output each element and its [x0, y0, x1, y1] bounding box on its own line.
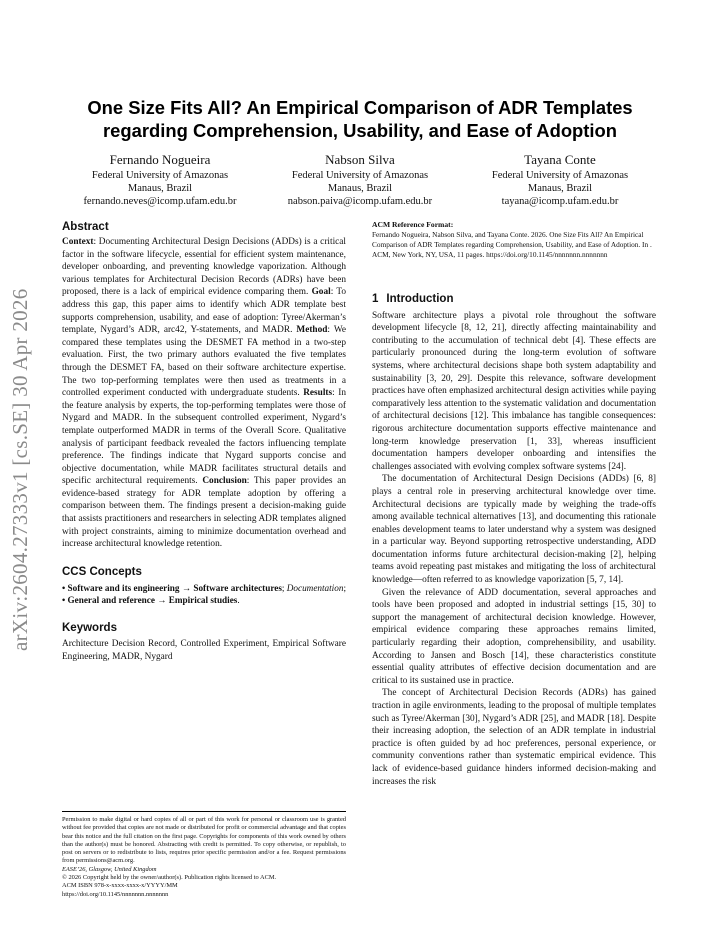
goal-text: : To address this gap, this paper aims to identify which ADR template best supports comprehension, usability, and ease of adoption: Tyree/Akerman’s template, Nygard’s ADR, arc42, Y-statements, and MADR.	[62, 287, 347, 336]
title-line-1: One Size Fits All? An Empirical Comparison of ADR Templates	[87, 97, 633, 118]
abstract-heading: Abstract	[62, 221, 109, 233]
isbn-text: ACM ISBN 978-x-xxxx-xxxx-x/YYYY/MM	[62, 882, 178, 890]
author-email[interactable]: fernando.neves@icomp.ufam.edu.br	[83, 196, 237, 207]
author-1	[62, 152, 258, 208]
author-affiliation: Federal University of Amazonas	[291, 170, 429, 181]
author-affiliation: Federal University of Amazonas	[91, 170, 229, 181]
context-text: : Documenting Architectural Design Decisions (ADDs) is a critical factor in the software lifecycle, essential for efficient system maintenance, developer onboarding, and preventing knowledge vaporization. Although various templates for Architectural Decision Records (ADRs) have been proposed, there is a lack of empirical evidence comparing them.	[62, 237, 346, 298]
keywords-text: Architecture Decision Record, Controlled Experiment, Empirical Software Engineering, MADR, Nygard	[62, 639, 346, 662]
results-label: Results	[303, 388, 333, 399]
conclusion-text: : This paper provides an evidence-based strategy for ADR template adoption by offering a comparison between them. The findings present a decision-making guide that assists practitioners and researchers in selecting ADR templates aligned with project constraints, aiming to minimize documentation overhead and increase architectural knowledge retention.	[62, 476, 346, 550]
ccs-sep-2: ;	[343, 582, 346, 593]
author-2	[262, 152, 458, 208]
right-column	[372, 220, 656, 788]
author-email[interactable]: nabson.paiva@icomp.ufam.edu.br	[287, 196, 433, 207]
ccs-item-1: Software and its engineering → Software architectures	[67, 582, 282, 593]
ccs-item-1-sub: Documentation	[286, 582, 344, 593]
author-location: Manaus, Brazil	[127, 183, 193, 194]
author-location: Manaus, Brazil	[527, 183, 593, 194]
context-label: Context	[62, 237, 94, 247]
arxiv-identifier: arXiv:2604.27333v1 [cs.SE] 30 Apr 2026	[8, 288, 32, 652]
ccs-sep: ;	[281, 582, 287, 593]
abstract-text	[62, 236, 346, 551]
title-line-2: regarding Comprehension, Usability, and Ease of Adoption	[103, 120, 617, 141]
method-text: : We compared these templates using the DESMET FA method in a two-step evaluation. First, the two primary authors evaluated the five templates through the DESMET FA, based on their software architecture expertise. The two top-performing templates were then used as treatments in a controlled experiment conducted with undergraduate students.	[62, 325, 346, 399]
copyright-notice: © 2026 Copyright held by the owner/author(s). Publication rights licensed to ACM.	[62, 874, 277, 882]
permission-text: Permission to make digital or hard copies of all or part of this work for personal or classroom use is granted without fee provided that copies are not made or distributed for profit or commercial advantage and that copies bear this notice and the full citation on the first page. Copyrights for components of this work owned by others than the author(s) must be honored. Abstracting with credit is permitted. To copy otherwise, or republish, to post on servers or to redistribute to lists, requires prior specific permission and/or a fee. Request permissions from permissions@acm.org.	[62, 816, 346, 865]
intro-title-text: Introduction	[386, 293, 454, 305]
permission-footnote	[62, 811, 346, 899]
author-email[interactable]: tayana@icomp.ufam.edu.br	[501, 196, 619, 207]
left-column	[62, 220, 346, 663]
paper-title	[64, 96, 656, 142]
ccs-bullet: •	[62, 582, 68, 593]
intro-paragraph-2: The documentation of Architectural Design Decisions (ADDs) [6, 8] plays a central role in preserving architectural knowledge over time. Architectural decisions are typically made by weighing the trade-offs among available technical alternatives [13], and documenting this rationale enables development teams to later understand why a system was designed in a particular way. Beyond supporting retrospective understanding, ADD documentation informs future architectural decision-making [2], helping teams avoid repeating past mistakes and mitigating the loss of architectural knowledge—often referred to as knowledge vaporization [5, 7, 14].	[372, 474, 656, 586]
author-affiliation: Federal University of Amazonas	[491, 170, 629, 181]
doi-link[interactable]: https://doi.org/10.1145/nnnnnnn.nnnnnnn	[62, 890, 169, 898]
author-name: Tayana Conte	[524, 152, 596, 167]
intro-heading	[372, 293, 656, 306]
intro-number: 1	[372, 293, 379, 305]
acm-reference-text: Fernando Nogueira, Nabson Silva, and Tayana Conte. 2026. One Size Fits All? An Empirical Comparison of ADR Templates regarding Comprehension, Usability, and Ease of Adoption. In . ACM, New York, NY, USA, 11 pages. https://doi.org/10.1145/nnnnnnn.nnnnnnn	[372, 230, 652, 259]
goal-label: Goal	[311, 287, 331, 298]
conclusion-label: Conclusion	[202, 476, 247, 487]
intro-paragraph-4: The concept of Architectural Decision Records (ADRs) has gained traction in agile environments, leading to the proposal of multiple templates such as Tyree/Akerman [30], Nygard’s ADR [25], and MADR [18]. Despite their increasing adoption, the selection of an ADR template in industrial practice is often guided by ad hoc preferences, personal experience, or community conventions rather than systematic empirical evidence. This lack of evidence-based guidance hinders informed decision-making and increases the risk	[372, 688, 656, 787]
ccs-concepts	[62, 582, 346, 607]
intro-paragraph-3: Given the relevance of ADD documentation, several approaches and tools have been proposed and adopted in industrial settings [15, 30] to support the management of architectural decision knowledge. However, empirical evidence comparing these approaches remains limited, particularly regarding their adoption, comprehensibility, and usability. According to Jansen and Bosch [14], these characteristics constitute essential quality attributes of effective decision documentation and are critical to its sustained use in practice.	[372, 587, 656, 686]
ccs-heading: CCS Concepts	[62, 565, 142, 578]
ccs-item-2: • General and reference → Empirical studies	[62, 595, 238, 606]
method-label: Method	[296, 325, 328, 336]
acm-reference	[372, 220, 656, 260]
intro-paragraph-1: Software architecture plays a pivotal role throughout the software development lifecycle [8, 12, 21], directly affecting maintainability and contributing to the accumulation of technical debt [4]. These effects are particularly pronounced during the long-term evolution of software systems, where architectural decisions shape both system adaptability and sustainability [3, 20, 29]. Despite this relevance, software development practices have often emphasized architectural design activities while paying comparatively less attention to the systematic validation and documentation of architectural decisions [12]. This imbalance has tangible consequences: rigorous architecture documentation supports effective maintenance and long-term knowledge preservation [1, 33], whereas insufficient documentation hampers developer onboarding and intensifies the challenges associated with evolving complex software systems [24].	[372, 310, 656, 472]
ccs-end: .	[237, 595, 240, 606]
acm-reference-heading: ACM Reference Format:	[372, 220, 454, 229]
author-name: Fernando Nogueira	[109, 152, 211, 167]
author-location: Manaus, Brazil	[327, 183, 393, 194]
results-text: : In the feature analysis by experts, the top-performing templates were those of Nygard and MADR. In the subsequent controlled experiment, Nygard’s template outperformed MADR in terms of the Overall Score. Qualitative analysis of participant feedback revealed the factors influencing template preference. The findings indicate that Nygard supports concise and objective documentation, while MADR facilitates structural details and specific architectural requirements.	[62, 388, 346, 487]
author-3	[462, 152, 658, 208]
keywords-heading: Keywords	[62, 622, 117, 635]
author-name: Nabson Silva	[325, 152, 395, 167]
author-block	[62, 152, 658, 208]
conference-info: EASE’26, Glasgow, United Kingdom	[62, 865, 157, 873]
